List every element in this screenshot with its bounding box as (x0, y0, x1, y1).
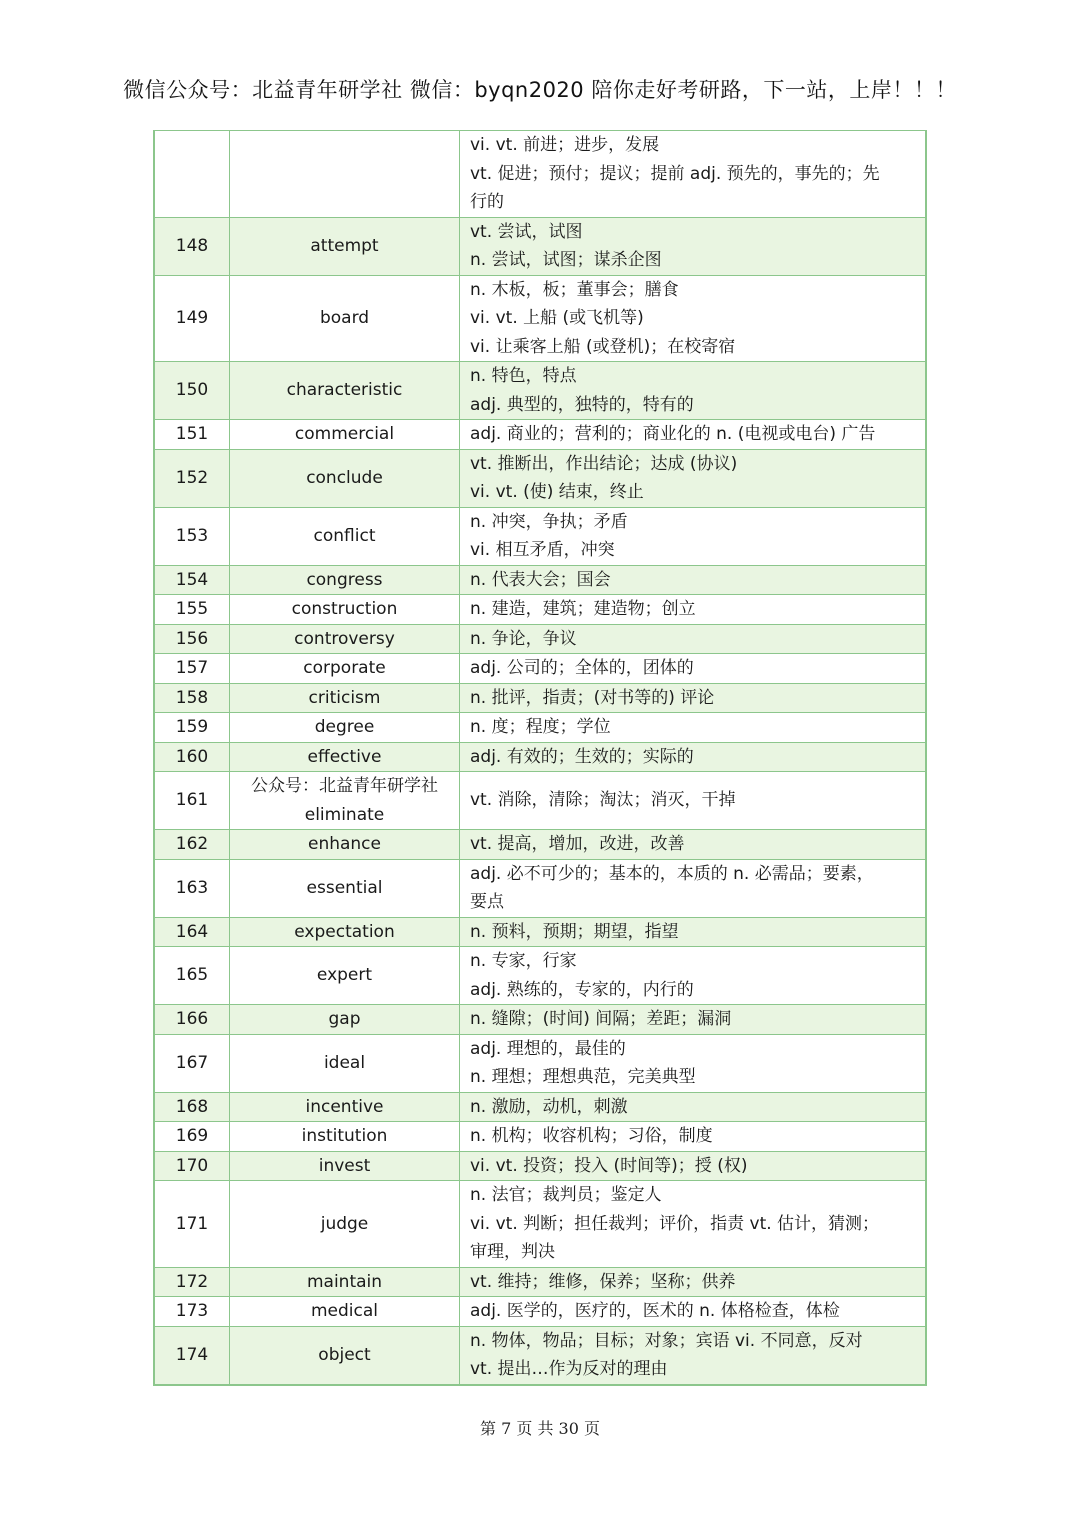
entry-word-line: medical (310, 1301, 379, 1321)
entry-meaning-line: adj. 有效的；生效的；实际的 (470, 746, 694, 767)
entry-meaning-line: vt. 推断出，作出结论；达成 (协议) (470, 453, 738, 474)
entry-word (230, 217, 460, 275)
entry-word-line: degree (314, 717, 375, 737)
entry-meaning (460, 859, 927, 917)
entry-word-line: incentive (305, 1096, 384, 1117)
table-row (154, 830, 926, 860)
table-row (154, 624, 926, 654)
table-row (154, 947, 926, 1005)
entry-number: 152 (154, 449, 230, 507)
entry-word (230, 713, 460, 743)
entry-number: 169 (154, 1122, 230, 1152)
entry-meaning (460, 131, 927, 218)
entry-number: 163 (154, 859, 230, 917)
table-row (154, 859, 926, 917)
entry-word (230, 624, 460, 654)
entry-word-line: congress (306, 569, 383, 590)
entry-meaning-line: adj. 典型的，独特的，特有的 (470, 394, 694, 415)
entry-meaning (460, 1326, 927, 1385)
entry-meaning-line: n. 专家，行家 (470, 951, 577, 971)
entry-word (230, 917, 460, 947)
entry-meaning-line: vi. 相互矛盾，冲突 (470, 540, 615, 560)
table-row (154, 1092, 926, 1122)
vocabulary-table-body (154, 131, 926, 1385)
entry-meaning-line: adj. 医学的，医疗的，医术的 n. 体格检查，体检 (470, 1301, 840, 1321)
entry-meaning-line: n. 机构；收容机构；习俗，制度 (470, 1126, 713, 1146)
entry-meaning-line: n. 法官；裁判员；鉴定人 (470, 1185, 662, 1205)
entry-word (230, 1326, 460, 1385)
entry-word (230, 1034, 460, 1092)
entry-number: 160 (154, 742, 230, 772)
entry-meaning-line: vi. vt. 上船 (或飞机等) (470, 308, 644, 328)
entry-word (230, 772, 460, 830)
entry-meaning-line: n. 尝试，试图；谋杀企图 (470, 250, 662, 270)
entry-number: 170 (154, 1151, 230, 1181)
table-row (154, 1326, 926, 1385)
entry-meaning (460, 595, 927, 625)
entry-meaning-line: adj. 商业的；营利的；商业化的 n. (电视或电台) 广告 (470, 424, 876, 444)
entry-number: 172 (154, 1267, 230, 1297)
entry-meaning-line: vt. 提高，增加，改进，改善 (470, 834, 685, 854)
table-row (154, 713, 926, 743)
entry-number: 168 (154, 1092, 230, 1122)
entry-word-line: expert (316, 965, 373, 986)
entry-number: 165 (154, 947, 230, 1005)
entry-word (230, 683, 460, 713)
table-row (154, 449, 926, 507)
entry-meaning (460, 565, 927, 595)
entry-word-line: construction (291, 599, 398, 619)
entry-word (230, 1151, 460, 1181)
entry-meaning-line: adj. 理想的，最佳的 (470, 1038, 626, 1059)
entry-meaning (460, 947, 927, 1005)
entry-number: 157 (154, 654, 230, 684)
table-row (154, 1122, 926, 1152)
entry-word-line: corporate (303, 658, 386, 678)
entry-meaning (460, 275, 927, 362)
entry-meaning-line: adj. 公司的；全体的，团体的 (470, 658, 694, 678)
entry-meaning (460, 1267, 927, 1297)
entry-meaning-line: n. 预料，预期；期望，指望 (470, 921, 679, 942)
entry-word (230, 565, 460, 595)
entry-word-line: commercial (294, 424, 395, 444)
entry-number: 174 (154, 1326, 230, 1385)
vocabulary-table (153, 130, 927, 1386)
entry-meaning (460, 742, 927, 772)
entry-word-line: effective (307, 746, 382, 767)
entry-meaning-line: vi. 让乘客上船 (或登机)；在校寄宿 (470, 336, 736, 357)
table-row (154, 772, 926, 830)
entry-meaning-line: n. 缝隙；(时间) 间隔；差距；漏洞 (470, 1009, 732, 1029)
entry-word-line: board (319, 308, 370, 328)
entry-number: 153 (154, 507, 230, 565)
entry-meaning-line: n. 激励，动机，刺激 (470, 1096, 628, 1117)
entry-meaning (460, 1092, 927, 1122)
entry-meaning (460, 1151, 927, 1181)
entry-meaning-line: adj. 必不可少的；基本的，本质的 n. 必需品；要素， (470, 863, 874, 884)
entry-word (230, 1181, 460, 1268)
entry-meaning-line: vt. 提出…作为反对的理由 (470, 1359, 668, 1379)
entry-word-line: ideal (323, 1052, 366, 1073)
entry-number: 151 (154, 420, 230, 450)
table-row (154, 507, 926, 565)
entry-word (230, 595, 460, 625)
entry-number: 164 (154, 917, 230, 947)
entry-word (230, 362, 460, 420)
entry-word (230, 742, 460, 772)
entry-word (230, 420, 460, 450)
table-row (154, 420, 926, 450)
table-row (154, 1181, 926, 1268)
entry-number: 156 (154, 624, 230, 654)
entry-meaning-line: n. 批评，指责；(对书等的) 评论 (470, 687, 715, 708)
entry-number: 166 (154, 1005, 230, 1035)
entry-word-line: conclude (306, 467, 383, 488)
entry-number: 149 (154, 275, 230, 362)
entry-meaning-line: 要点 (470, 892, 504, 912)
entry-meaning-line: n. 代表大会；国会 (470, 569, 611, 590)
entry-word (230, 830, 460, 860)
entry-meaning (460, 1034, 927, 1092)
entry-meaning-line: n. 理想；理想典范，完美典型 (470, 1067, 696, 1087)
entry-meaning (460, 1181, 927, 1268)
entry-meaning (460, 713, 927, 743)
table-row (154, 683, 926, 713)
table-row (154, 917, 926, 947)
entry-word (230, 654, 460, 684)
entry-word-line: 公众号：北益青年研学社 (251, 776, 438, 796)
entry-meaning-line: vt. 尝试，试图 (470, 221, 583, 242)
entry-word-line: characteristic (286, 380, 403, 401)
entry-number: 150 (154, 362, 230, 420)
entry-number: 167 (154, 1034, 230, 1092)
entry-word-line: judge (320, 1213, 369, 1234)
entry-meaning (460, 917, 927, 947)
page-header: 微信公众号：北益青年研学社 微信：byqn2020 陪你走好考研路，下一站，上岸！！！ (123, 78, 957, 102)
entry-word-line: expectation (294, 921, 395, 942)
entry-word (230, 131, 460, 218)
entry-meaning-line: n. 冲突，争执；矛盾 (470, 511, 628, 532)
entry-meaning-line: n. 度；程度；学位 (470, 717, 611, 737)
entry-word-line: attempt (310, 235, 379, 256)
entry-meaning-line: n. 物体，物品；目标；对象；宾语 vi. 不同意，反对 (470, 1330, 863, 1351)
table-row (154, 1267, 926, 1297)
entry-word-line: controversy (294, 628, 395, 649)
entry-meaning-line: vi. vt. 投资；投入 (时间等)；授 (权) (470, 1155, 748, 1176)
table-row (154, 654, 926, 684)
entry-meaning (460, 830, 927, 860)
table-row (154, 1005, 926, 1035)
entry-number: 155 (154, 595, 230, 625)
table-row (154, 131, 926, 218)
entry-word (230, 507, 460, 565)
entry-number: 148 (154, 217, 230, 275)
entry-word (230, 449, 460, 507)
entry-meaning (460, 1005, 927, 1035)
entry-meaning-line: 行的 (470, 192, 504, 212)
entry-meaning (460, 624, 927, 654)
entry-meaning-line: vi. vt. 判断；担任裁判；评价，指责 vt. 估计，猜测； (470, 1213, 880, 1234)
entry-word (230, 1297, 460, 1327)
entry-word-line: gap (328, 1009, 361, 1029)
entry-meaning-line: adj. 熟练的，专家的，内行的 (470, 979, 694, 1000)
entry-meaning (460, 507, 927, 565)
entry-meaning-line: 审理，判决 (470, 1242, 555, 1262)
entry-meaning (460, 420, 927, 450)
entry-word-line: object (318, 1344, 371, 1365)
table-row (154, 565, 926, 595)
entry-meaning (460, 1297, 927, 1327)
entry-number (154, 131, 230, 218)
table-row (154, 217, 926, 275)
entry-word-line: essential (306, 877, 383, 898)
entry-meaning (460, 772, 927, 830)
entry-word (230, 1122, 460, 1152)
entry-number: 159 (154, 713, 230, 743)
table-row (154, 595, 926, 625)
entry-number: 161 (154, 772, 230, 830)
entry-word-line: criticism (308, 687, 381, 708)
table-row (154, 362, 926, 420)
entry-number: 162 (154, 830, 230, 860)
entry-number: 158 (154, 683, 230, 713)
entry-meaning (460, 217, 927, 275)
entry-meaning (460, 654, 927, 684)
entry-word-line: conflict (313, 525, 376, 546)
entry-word-line: enhance (307, 834, 381, 854)
entry-word (230, 859, 460, 917)
entry-meaning-line: vt. 消除，清除；淘汰；消灭，干掉 (470, 790, 736, 811)
entry-word (230, 1092, 460, 1122)
entry-meaning-line: vi. vt. (使) 结束，终止 (470, 482, 644, 502)
entry-number: 171 (154, 1181, 230, 1268)
entry-meaning (460, 1122, 927, 1152)
table-row (154, 275, 926, 362)
entry-meaning-line: n. 争论，争议 (470, 628, 577, 649)
entry-meaning (460, 449, 927, 507)
entry-word-line: invest (318, 1155, 371, 1176)
entry-meaning (460, 362, 927, 420)
entry-number: 154 (154, 565, 230, 595)
entry-meaning-line: vt. 维持；维修，保养；坚称；供养 (470, 1271, 736, 1292)
entry-word (230, 1005, 460, 1035)
page-footer: 第 7 页 共 30 页 (480, 1419, 600, 1438)
entry-word-line: institution (301, 1126, 388, 1146)
table-row (154, 742, 926, 772)
entry-meaning-line: n. 特色，特点 (470, 366, 577, 386)
entry-meaning-line: vi. vt. 前进；进步，发展 (470, 135, 660, 155)
entry-word-line: maintain (306, 1271, 383, 1292)
entry-meaning-line: vt. 促进；预付；提议；提前 adj. 预先的，事先的；先 (470, 163, 880, 184)
entry-meaning-line: n. 木板，板；董事会；膳食 (470, 279, 679, 300)
table-row (154, 1297, 926, 1327)
entry-number: 173 (154, 1297, 230, 1327)
entry-meaning (460, 683, 927, 713)
entry-word (230, 275, 460, 362)
entry-word-line: eliminate (304, 804, 385, 825)
entry-word (230, 947, 460, 1005)
entry-word (230, 1267, 460, 1297)
entry-meaning-line: n. 建造，建筑；建造物；创立 (470, 599, 696, 619)
table-row (154, 1034, 926, 1092)
table-row (154, 1151, 926, 1181)
